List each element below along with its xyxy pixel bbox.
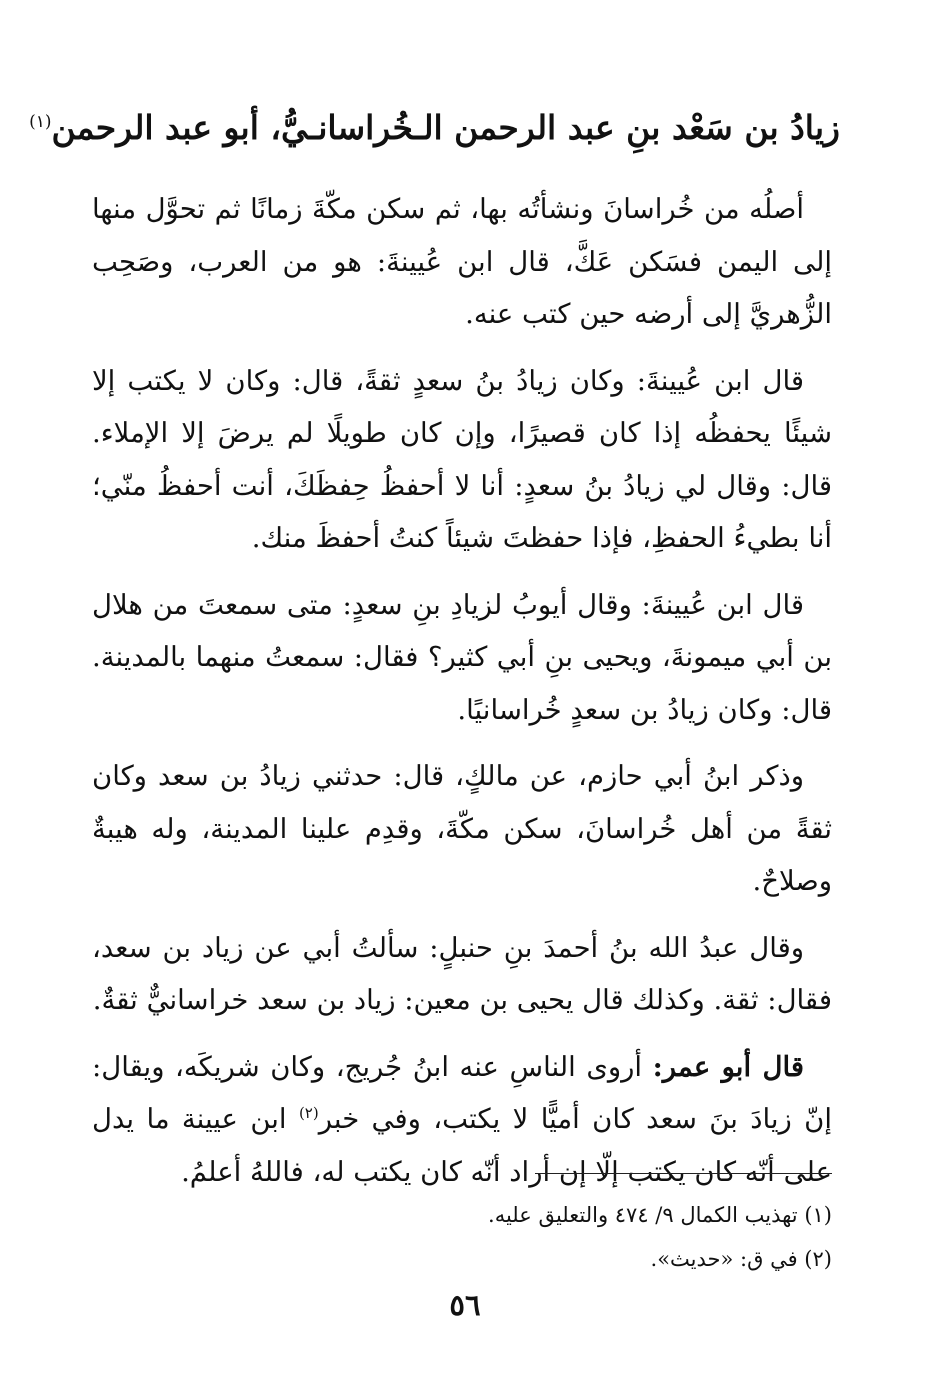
paragraph-abu-umar (92, 1041, 832, 1199)
paragraph-text-part-1: أروى الناسِ عنه ابنُ جُريج، وكان شريكَه، ويقال: إنّ زيادَ بنَ سعد كان أميًّا لا يكتب، وفي خبر (92, 1050, 832, 1135)
main-text (92, 183, 832, 1212)
title-footnote-marker: (١) (29, 112, 52, 132)
footnote-2: (٢) في ق: «حديث». (650, 1247, 832, 1271)
page-title (29, 100, 840, 156)
title-text: زيادُ بن سَعْد بنِ عبد الرحمن الـخُراسانـيُّ، أبو عبد الرحمن (51, 108, 840, 147)
footnotes (92, 1193, 832, 1281)
inline-footnote-marker: (٢) (298, 1103, 319, 1122)
footnote-1: (١) تهذيب الكمال ٩/ ٤٧٤ والتعليق عليه. (488, 1203, 832, 1227)
page-number: ٥٦ (449, 1288, 481, 1322)
paragraph-text: قال ابن عُيينةَ: وكان زيادُ بنُ سعدٍ ثقةً، قال: وكان لا يكتب إلا شيئًا يحفظُه إذا كان قصيرًا، وإن كان طويلًا لم يرضَ إلا الإملاء. قال: وقال لي زيادُ بنُ سعدٍ: أنا لا أحفظُ حِفظَكَ، أنت أحفظُ منّي؛ أنا بطيءُ الحفظِ، فإذا حفظتَ شيئاً كنتُ أحفظَ منك. (92, 364, 832, 554)
paragraph-text: وقال عبدُ الله بنُ أحمدَ بنِ حنبلٍ: سألتُ أبي عن زياد بن سعد، فقال: ثقة. وكذلك قال يحيى بن معين: زياد بن سعد خراسانيٌّ ثقةٌ. (92, 931, 832, 1016)
paragraph-ibn-uyaynah-memory (92, 355, 832, 565)
paragraph-ayyub-question (92, 579, 832, 737)
paragraph-malik-report (92, 750, 832, 908)
paragraph-origin (92, 183, 832, 341)
paragraph-text-part-2: ابن عيينة ما يدل على أنّه كان يكتب إلّا إن أراد أنّه كان يكتب له، فاللهُ أعلمُ. (92, 1103, 832, 1188)
paragraph-text: قال ابن عُيينةَ: وقال أيوبُ لزيادِ بنِ سعدٍ: متى سمعتَ من هلال بن أبي ميمونةَ، ويحيى بنِ أبي كثير؟ فقال: سمعتُ منهما بالمدينة. قال: وكان زيادُ بن سعدٍ خُراسانيًا. (92, 588, 832, 726)
paragraph-text: وذكر ابنُ أبي حازم، عن مالكٍ، قال: حدثني زيادُ بن سعد وكان ثقةً من أهل خُراسانَ، سكن مكّةَ، وقدِم علينا المدينة، وله هيبةٌ وصلاحٌ. (92, 760, 832, 897)
paragraph-text: أصلُه من خُراسانَ ونشأتُه بها، ثم سكن مكّةَ زمانًا ثم تحوَّل منها إلى اليمن فسَكن عَكَّ، قال ابن عُيينةَ: هو من العرب، وصَحِب الزُّهريَّ إلى أرضه حين كتب عنه. (92, 193, 832, 330)
paragraph-lead: قال أبو عمر: (652, 1050, 804, 1083)
paragraph-ahmad-report (92, 922, 832, 1027)
footnote-divider (535, 1173, 832, 1174)
